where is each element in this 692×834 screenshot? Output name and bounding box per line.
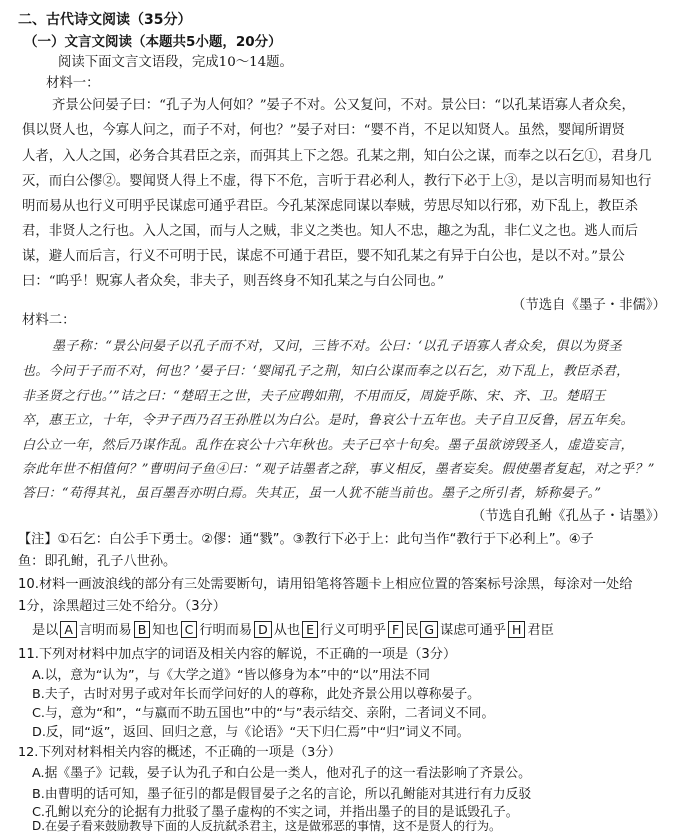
- q10-segment: 言明而易: [78, 623, 132, 638]
- q10-stem: 10.材料一画波浪线的部分有三处需要断句，请用铅笔将答题卡上相应位置的答案标号涂黑，每涂对一处给: [18, 577, 633, 592]
- q12-option-b[interactable]: B.由曹明的话可知，墨子征引的都是假冒晏子之名的言论，所以孔鲋能对其进行有力反驳: [32, 787, 532, 802]
- material1-line: 君，非贤人之行也。入人之国，而与人之贼，非义之类也。知人不忠，趣之为乱，非仁义之也。逃人而后: [22, 224, 638, 239]
- material2-line: 奈此年世不相值何？”曹明问子鱼④曰：“观子诘墨者之辞，事义相反，墨者妄矣。假使墨者复起，对之乎？”: [22, 462, 655, 477]
- material1-line: 人者，入人之国，必务合其君臣之亲，而弭其上下之怨。孔某之荆，知白公之谋，而奉之以石乞①，君身几: [22, 149, 652, 164]
- q10-stem: 1分，涂黑超过三处不给分。（3分）: [18, 599, 226, 614]
- note-line: 【注】①石乞：白公手下勇士。②僇：通“戮”。③教行下必于上：此句当作“教行于下必利上”。④子: [18, 532, 594, 547]
- material1-source: （节选自《墨子・非儒》）: [512, 298, 666, 313]
- section-title: 二、古代诗文阅读（35分）: [18, 12, 192, 28]
- q10-option-box-h[interactable]: H: [508, 621, 525, 638]
- q10-segment: 从也: [273, 623, 301, 638]
- q10-segment: 行义可明乎: [320, 623, 386, 638]
- material1-line: 曰：“呜乎！贶寡人者众矣，非夫子，则吾终身不知孔某之与白公同也。”: [22, 274, 445, 289]
- material1-line: 明而易从也行义可明乎民谋虑可通乎君臣。今孔某深虑同谋以奉贼，劳思尽知以行邪，劝下乱上，教臣杀: [22, 199, 638, 214]
- subsection-title: （一）文言文阅读（本题共5小题，20分）: [24, 34, 282, 50]
- q11-stem: 11.下列对材料中加点字的词语及相关内容的解说，不正确的一项是（3分）: [18, 647, 457, 662]
- q11-option-a[interactable]: A.以，意为“认为”，与《大学之道》“皆以修身为本”中的“以”用法不同: [32, 668, 430, 683]
- q10-option-box-d[interactable]: D: [254, 621, 272, 638]
- q11-option-d[interactable]: D.反，同“返”，返回、回归之意，与《论语》“天下归仁焉”中“归”词义不同。: [32, 725, 470, 740]
- q12-option-a[interactable]: A.据《墨子》记载，晏子认为孔子和白公是一类人，他对孔子的这一看法影响了齐景公。: [32, 766, 531, 781]
- q10-option-box-e[interactable]: E: [302, 621, 318, 638]
- material1-label: 材料一：: [46, 76, 100, 91]
- q10-segment: 谋虑可通乎: [440, 623, 506, 638]
- q12-stem: 12.下列对材料相关内容的概述，不正确的一项是（3分）: [18, 745, 341, 760]
- q10-option-box-g[interactable]: G: [420, 621, 438, 638]
- q10-segment: 民: [405, 623, 419, 638]
- q10-sentence: [32, 621, 692, 641]
- material1-line: 灭，而白公僇②。婴闻贤人得上不虚，得下不危，言听于君必利人，教行下必于上③，是以言明而易知也行: [22, 174, 652, 189]
- material2-line: 也。今问于子而不对，何也？’晏子曰：‘婴闻孔子之荆，知白公谋而奉之以石乞，劝下乱上，教臣杀君，: [22, 364, 630, 379]
- q10-segment: 君臣: [527, 623, 554, 638]
- material2-label: 材料二：: [22, 313, 76, 328]
- material1-line: 谋，避人而后言，行义不可明于民，谋虑不可通于君臣，婴不知孔某之有异于白公也，是以不对。”景公: [22, 249, 625, 264]
- instruction: 阅读下面文言文语段，完成10～14题。: [58, 55, 293, 70]
- q12-option-d[interactable]: D.在晏子看来鼓励教导下面的人反抗弑杀君主，这是做邪恶的事情，这不是贤人的行为。: [32, 819, 502, 833]
- material2-line: 墨子称：“景公问晏子以孔子而不对，又问，三皆不对。公曰：‘以孔子语寡人者众矣，俱以为贤圣: [52, 339, 622, 354]
- material1-line: 齐景公问晏子曰：“孔子为人何如？”晏子不对。公又复问，不对。景公曰：“以孔某语寡人者众矣，: [52, 98, 635, 113]
- note-line: 鱼：即孔鲋，孔子八世孙。: [18, 554, 177, 569]
- material2-line: 卒，惠王立，十年，令尹子西乃召王孙胜以为白公。是时，鲁哀公十五年也。夫子自卫反鲁，居五年矣。: [22, 413, 634, 428]
- q10-option-box-b[interactable]: B: [134, 621, 151, 638]
- q10-segment: 知也: [152, 623, 179, 638]
- material2-line: 非圣贤之行也。’”诘之曰：“楚昭王之世，夫子应聘如荆，不用而反，周旋乎陈、宋、齐、卫。楚昭王: [22, 389, 606, 404]
- q10-segment: 是以: [32, 623, 59, 638]
- q10-option-box-f[interactable]: F: [388, 621, 403, 638]
- material1-line: 俱以贤人也，今寡人问之，而子不对，何也？”晏子对曰：“婴不肖，不足以知贤人。虽然，婴闻所谓贤: [22, 123, 625, 138]
- material2-line: 白公立一年，然后乃谋作乱。乱作在哀公十六年秋也。夫子已卒十旬矣。墨子虽欲谤毁圣人，虚造妄言，: [22, 438, 634, 453]
- q10-option-box-c[interactable]: C: [181, 621, 198, 638]
- material2-source: （节选自孔鲋《孔丛子・诘墨》）: [471, 509, 666, 524]
- q12-option-c[interactable]: C.孔鲋以充分的论据有力批驳了墨子虚构的不实之词，并指出墨子的目的是诋毁孔子。: [32, 805, 519, 820]
- q10-option-box-a[interactable]: A: [60, 621, 77, 638]
- material2-line: 答曰：“苟得其礼，虽百墨吾亦明白焉。失其正，虽一人犹不能当前也。墨子之所引者，矫称晏子。”: [22, 486, 602, 501]
- q11-option-b[interactable]: B.夫子，古时对男子或对年长而学问好的人的尊称，此处齐景公用以尊称晏子。: [32, 687, 480, 702]
- q10-segment: 行明而易: [199, 623, 253, 638]
- q11-option-c[interactable]: C.与，意为“和”，“与嬴而不助五国也”中的“与”表示结交、亲附，二者词义不同。: [32, 706, 495, 721]
